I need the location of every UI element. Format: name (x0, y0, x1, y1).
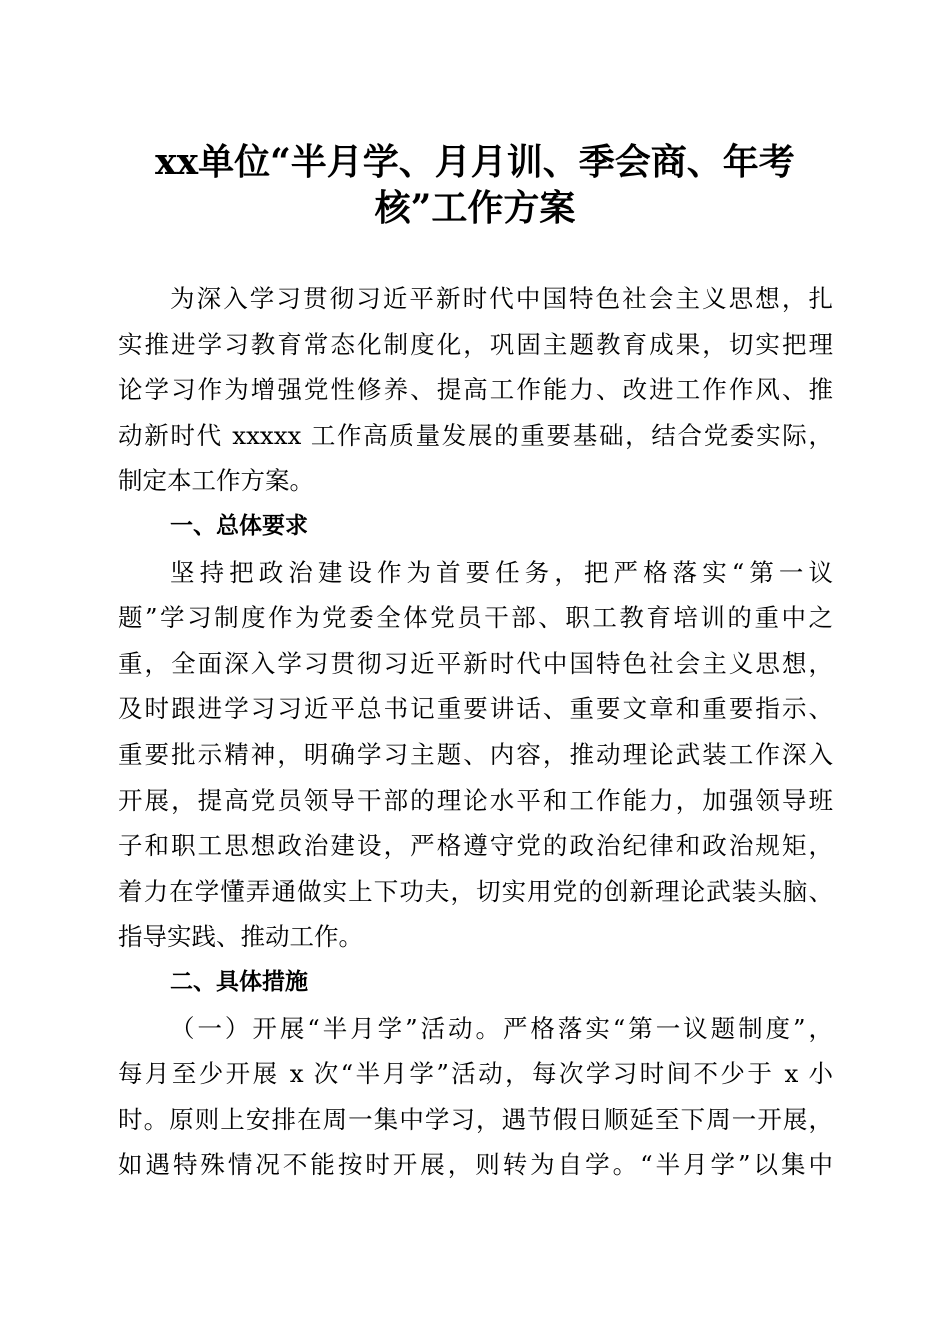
section1-line: 着力在学懂弄通做实上下功夫，切实用党的创新理论武装头脑、 (118, 876, 833, 906)
intro-line: 制定本工作方案。 (118, 466, 314, 496)
section1-line: 开展，提高党员领导干部的理论水平和工作能力，加强领导班 (118, 785, 833, 815)
section2-line: （一）开展“半月学”活动。严格落实“第一议题制度”， (170, 1013, 833, 1043)
document-title-line-2: 核”工作方案 (374, 187, 576, 229)
document-title-line-1: xx单位“半月学、月月训、季会商、年考 (155, 141, 795, 183)
section2-paragraph (118, 1006, 833, 1188)
section1-line: 题”学习制度作为党委全体党员干部、职工教育培训的重中之 (118, 603, 833, 633)
section1-line: 及时跟进学习习近平总书记重要讲话、重要文章和重要指示、 (118, 694, 833, 724)
intro-paragraph (118, 276, 833, 504)
section2-line: 时。原则上安排在周一集中学习，遇节假日顺延至下周一开展， (118, 1104, 833, 1134)
intro-line: 论学习作为增强党性修养、提高工作能力、改进工作作风、推 (118, 375, 833, 405)
document-body (118, 276, 833, 1188)
section2-line: 如遇特殊情况不能按时开展，则转为自学。“半月学”以集中 (118, 1150, 833, 1180)
intro-line: 为深入学习贯彻习近平新时代中国特色社会主义思想，扎 (170, 284, 833, 313)
intro-line: 实推进学习教育常态化制度化，巩固主题教育成果，切实把理 (118, 329, 833, 359)
intro-line: 动新时代 xxxxx 工作高质量发展的重要基础，结合党委实际， (118, 420, 833, 450)
section1-line: 坚持把政治建设作为首要任务，把严格落实“第一议 (170, 557, 833, 587)
section2-line: 每月至少开展 x 次“半月学”活动，每次学习时间不少于 x 小 (118, 1059, 833, 1089)
section1-line: 指导实践、推动工作。 (118, 922, 363, 952)
section1-line: 重，全面深入学习贯彻习近平新时代中国特色社会主义思想， (118, 648, 833, 678)
section1-line: 重要批示精神，明确学习主题、内容，推动理论武装工作深入 (118, 739, 833, 769)
section1-line: 子和职工思想政治建设，严格遵守党的政治纪律和政治规矩， (118, 831, 833, 861)
section-heading-general-requirements: 一、总体要求 (170, 512, 308, 539)
section1-paragraph (118, 550, 833, 960)
section-heading-specific-measures: 二、具体措施 (170, 968, 308, 995)
